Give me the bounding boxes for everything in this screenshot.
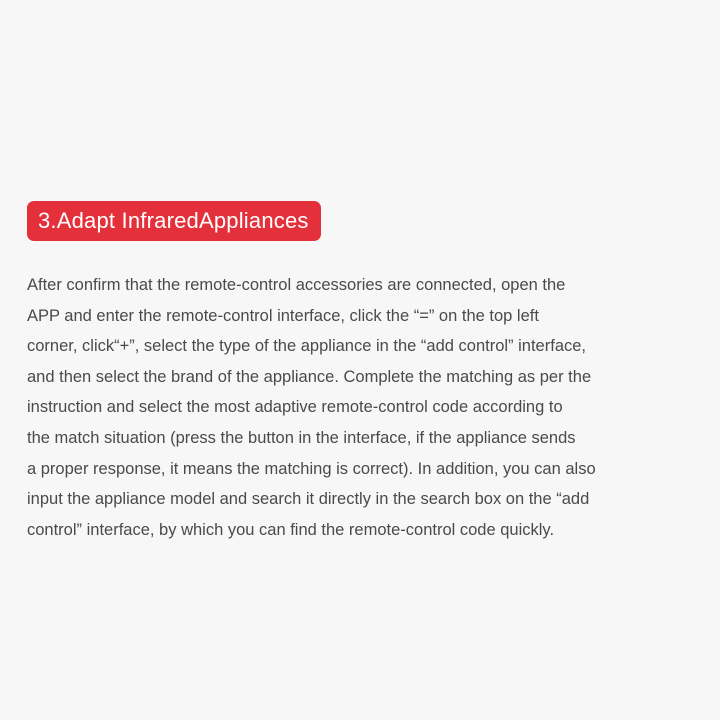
instruction-paragraph	[27, 270, 693, 545]
section-heading: 3.Adapt InfraredAppliances	[27, 201, 321, 241]
paragraph-line: input the appliance model and search it directly in the search box on the “add	[27, 490, 590, 509]
paragraph-line: control” interface, by which you can find the remote-control code quickly.	[27, 520, 555, 539]
instruction-section	[27, 201, 693, 545]
paragraph-line: a proper response, it means the matching is correct). In addition, you can also	[27, 459, 596, 478]
paragraph-line: corner, click“+”, select the type of the appliance in the “add control” interface,	[27, 337, 587, 356]
paragraph-line: the match situation (press the button in the interface, if the appliance sends	[27, 428, 576, 447]
paragraph-line: and then select the brand of the appliance. Complete the matching as per the	[27, 367, 592, 386]
paragraph-line: After confirm that the remote-control accessories are connected, open the	[27, 276, 566, 294]
paragraph-line: instruction and select the most adaptive remote-control code according to	[27, 398, 563, 417]
paragraph-line: APP and enter the remote-control interface, click the “=” on the top left	[27, 306, 539, 325]
